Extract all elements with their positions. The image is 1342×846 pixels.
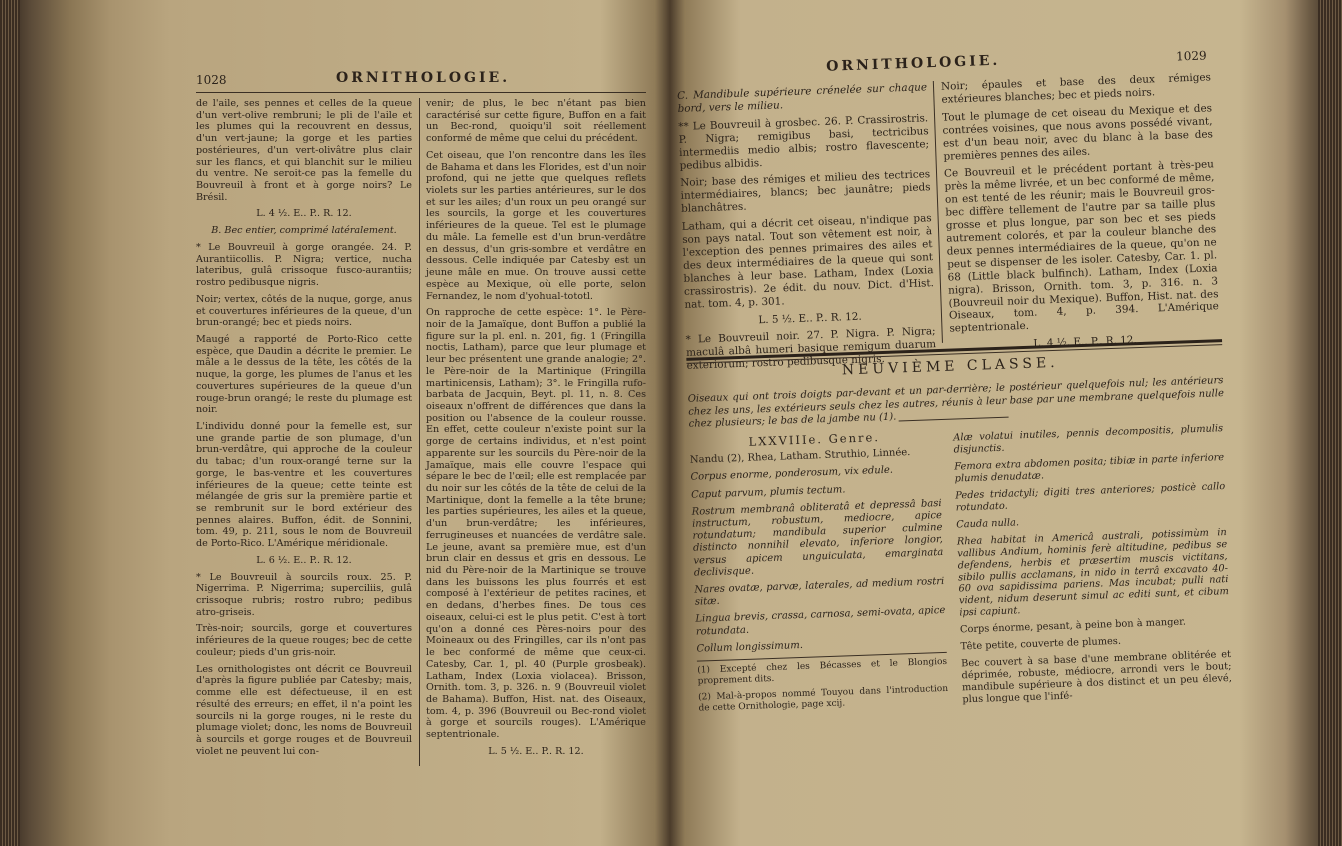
paragraph: Noir; épaules et base des deux rémiges extérieures blanches; bec et pieds noirs.: [940, 71, 1212, 106]
section-heading: C. Mandibule supérieure crénelée sur chaque bord, vers le milieu.: [676, 81, 928, 115]
paragraph: Bec couvert à sa base d'une membrane oblitérée et déprimée, robuste, médiocre, arrondi vers le bout; mandibule supérieure à dos distinct et un peu élevé, plus longue que l'infé-: [960, 649, 1233, 706]
page-number: 1028: [196, 73, 227, 87]
species-heading: * Le Bouvreuil à gorge orangée. 24. P. Aurantiicollis. P. Nigra; vertice, nucha lateribus, gulâ crissoque fusco-aurantiis; rostro pedibusque nigris.: [196, 241, 412, 289]
left-column-2: [426, 98, 646, 763]
paragraph: L'individu donné pour la femelle est, sur une grande partie de son plumage, d'un brun-verdâtre, qui approche de la couleur du tabac; d'un roux-orangé terne sur la gorge, le bas-ventre et les couvertures inférieures de la queue; cette teinte est mélangée de gris sur la première partie et se rembrunit sur le bord extérieur des pennes alaires. Buffon, édit. de Sonnini, tom. 49, p. 211, sous le nom de Bouvreuil de Porto-Rico. L'Amérique méridionale.: [196, 420, 412, 550]
genre-heading: LXXVIIIe. Genre.: [748, 430, 881, 449]
latin-description: Cauda nulla.: [956, 517, 1020, 531]
paragraph: Corps énorme, pesant, à peine bon à manger.: [959, 616, 1187, 636]
latin-description: Rostrum membranâ obliteratâ et depressâ basi instructum, robustum, mediocre, apice rotundatum; mandibula superior culmine distincto nonnihil elevato, inferiore longior, versus apicem unguiculata, emarginata declivisque.: [691, 497, 944, 579]
running-head: ORNITHOLOGIE.: [336, 70, 511, 86]
right-column-4: [953, 423, 1233, 711]
measurement-line: L. 5 ½. E.. P.. R. 12.: [758, 310, 862, 326]
column-divider: [419, 98, 420, 766]
latin-description: Pedes tridactyli; digiti tres anteriores; posticè callo rotundato.: [955, 480, 1226, 514]
latin-description: Rhea habitat in Americâ australi, potissimùm in vallibus Andium, hominis ferè altitudine, pedibus se defendens, herbis et præsertim muscis victitans, sibilo pullis acclamans, in nido in terrâ excavato 40-60 ova sapidissima pariens. Mas incubat; pulli nati vident, nidum deserunt simul ac editi sunt, et cibum ipsi capiunt.: [956, 526, 1230, 619]
latin-description: Corpus enorme, ponderosum, vix edule.: [690, 465, 894, 484]
latin-description: Caput parvum, plumis tectum.: [690, 483, 846, 501]
right-column-3: [689, 429, 949, 720]
class-heading: NEUVIÈME CLASSE.: [841, 354, 1059, 379]
paragraph: Ce Bouvreuil et le précédent portant à très-peu près la même livrée, et un bec conformé de même, on est tenté de les réunir; mais le Bouvreuil gros-bec diffère tellement de l'autre par sa taille plus grosse et plus longue, par son bec et ses pieds autrement colorés, et par la couleur blanche des deux pennes intermédiaires de la queue, qu'on ne peut se dispenser de les isoler. Catesby, Car. 1. pl. 68 (Little black bulfinch). Latham, Index (Loxia nigra). Brisson, Ornith. tom. 3, p. 316. n. 3 (Bouvreuil noir du Mexique). Buffon, Hist. nat. des Oiseaux, tom. 4, p. 394. L'Amérique septentrionale.: [943, 158, 1220, 335]
right-column-2: [941, 71, 1221, 358]
right-page-edges: [1318, 0, 1342, 846]
footnote: (2) Mal-à-propos nommé Touyou dans l'introduction de cette Ornithologie, page xcij.: [698, 683, 949, 714]
paragraph: Noir; base des rémiges et milieu des tectrices intermédiaires, blancs; bec jaunâtre; pieds blanchâtres.: [680, 168, 931, 216]
paragraph: On rapproche de cette espèce: 1°. le Père-noir de la Jamaïque, dont Buffon a publié la figure sur la pl. enl. n. 201, fig. 1 (Fringilla noctis, Latham), parce que leur plumage et leur bec présentent une grande analogie; 2°. le Père-noir de la Martinique (Fringilla martinicensis, Latham); 3°. le Fringilla rufo-barbata de Jacquin, Beyt. pl. 11, n. 8. Ces oiseaux n'offrent de différences que dans la position ou l'absence de la couleur rousse. En effet, cette couleur n'existe point sur la gorge de certains individus, et n'est point apparente sur les sourcils du Père-noir de la Jamaïque, mais elle couvre l'espace qui sépare le bec de l'œil; elle est remplacée par du noir sur les côtés de la tête de celui de la Martinique, dont la femelle a la tête brune; les parties supérieures, les ailes et la queue, d'un brun-verdâtre; les inférieures, ferrugineuses et nuancées de verdâtre sale. Le jeune, avant sa première mue, est d'un brun clair en dessus et gris en dessous. Le nid du Père-noir de la Martinique se trouve dans les buissons les plus fourrés et est composé à l'extérieur de petites racines, et en dedans, d'herbes fines. De tous ces oiseaux, celui-ci est le plus petit. C'est à tort qu'on a donné ces Pères-noirs pour des Moineaux ou des Fringilles, car ils n'ont pas le bec conformé de même que ceux-ci. Catesby, Car. 1, pl. 40 (Purple grosbeak). Latham, Index (Loxia violacea). Brisson, Ornith. tom. 3, p. 326. n. 9 (Bouvreuil violet de Bahama). Buffon, Hist. nat. des Oiseaux, tom. 4, p. 396 (Bouvreuil ou Bec-rond violet à gorge et sourcils rouges). L'Amérique septentrionale.: [426, 307, 646, 741]
header-rule: [196, 92, 646, 93]
paragraph: Maugé a rapporté de Porto-Rico cette espèce, que Daudin a décrite le premier. Le mâle a le dessus de la tête, les côtés de la nuque, la gorge, les plumes de l'anus et les couvertures supérieures de la queue d'un rouge-brun orangé; le reste du plumage est noir.: [196, 333, 412, 416]
footnote: (1) Excepté chez les Bécasses et le Blongios proprement dits.: [697, 656, 948, 687]
species-heading: * Le Bouvreuil noir. 27. P. Nigra. P. Nigra; maculâ albâ humeri basique remigum duarum exteriorum; rostro pedibusque nigris.: [685, 325, 937, 373]
paragraph: venir; de plus, le bec n'étant pas bien caractérisé sur cette figure, Buffon en a fait un Bec-rond, quoiqu'il soit réellement conformé de même que celui du précédent.: [426, 98, 646, 145]
right-page: [676, 43, 1235, 721]
page-number: 1029: [1175, 48, 1207, 64]
class-description: Oiseaux qui ont trois doigts par-devant et un par-derrière; le postérieur quelquefois nul; les antérieurs chez les uns, les extérieurs seuls chez les autres, réunis à leur base par une membrane quelquefois nulle chez plusieurs; le bas de la jambe nu (1).: [687, 375, 1225, 430]
right-column-1: [677, 81, 937, 378]
paragraph: Très-noir; sourcils, gorge et couvertures inférieures de la queue rouges; bec de cette couleur; pieds d'un gris-noir.: [196, 623, 412, 658]
measurement-line: L. 6 ½. E.. P.. R. 12.: [256, 554, 352, 566]
paragraph: Tout le plumage de cet oiseau du Mexique et des contrées voisines, que nous avons possédé vivant, est d'un beau noir, avec du blanc à la base des premières pennes des ailes.: [941, 102, 1214, 163]
paragraph: Les ornithologistes ont décrit ce Bouvreuil d'après la figure publiée par Catesby; mais, comme elle est défectueuse, il en est résulté des erreurs; en effet, il n'a point les sourcils ni la gorge rouges, ni le reste du plumage violet; donc, les noms de Bouvreuil à sourcils et gorge rouges et de Bouvreuil violet ne peuvent lui con-: [196, 663, 412, 757]
latin-description: Femora extra abdomen posita; tibiæ in parte inferiore plumis denudatæ.: [954, 452, 1225, 485]
genus-name: Nandu (2), Rhea, Latham. Struthio, Linnée.: [689, 447, 911, 466]
paragraph: Tête petite, couverte de plumes.: [960, 636, 1122, 653]
species-heading: ** Le Bouvreuil à grosbec. 26. P. Crassirostris. P. Nigra; remigibus basi, tectricibus intermediis medio albis; rostro flavescente; pedibus albidis.: [678, 112, 930, 172]
measurement-line: L. 4 ½. E.. P.. R. 12.: [256, 208, 352, 220]
left-page-edges: [0, 0, 20, 846]
paragraph: Latham, qui a décrit cet oiseau, n'indique pas son pays natal. Tout son vêtement est noir, à l'exception des pennes primaires des ailes et des deux intermédiaires de la queue qui sont blanches à leur base. Latham, Index (Loxia crassirostris). 2e édit. du nouv. Dict. d'Hist. nat. tom. 4, p. 301.: [681, 212, 935, 311]
latin-description: Lingua brevis, crassa, carnosa, semi-ovata, apice rotundata.: [695, 605, 946, 638]
section-heading: B. Bec entier, comprimé latéralement.: [211, 225, 397, 237]
latin-description: Collum longissimum.: [696, 639, 804, 655]
paragraph: de l'aile, ses pennes et celles de la queue d'un vert-olive rembruni; le pli de l'aile et les plumes qui la recouvrent en dessus, d'un vert-jaune; la gorge et les parties postérieures, d'un vert-olivâtre plus clair sur les flancs, et qui blanchit sur le milieu du ventre. Ne seroit-ce pas la femelle du Bouvreuil à front et à gorge noirs? Le Brésil.: [196, 98, 412, 203]
paragraph: Cet oiseau, que l'on rencontre dans les îles de Bahama et dans les Florides, est d'un noir profond, qui ne jette que quelques reflets violets sur les parties antérieures, sur le dos et sur les ailes; d'un roux un peu orangé sur les sourcils, la gorge et les couvertures inférieures de la queue. Tel est le plumage du mâle. La femelle est d'un brun-verdâtre en dessus, d'un gris-sombre et verdâtre en dessous. Celle indiquée par Catesby est un jeune mâle en mue. On trouve aussi cette espèce au Mexique, où elle porte, selon Fernandez, le nom d'yohual-tototl.: [426, 149, 647, 302]
measurement-line: L. 4 ½. E.. P.. R. 12.: [1033, 334, 1137, 350]
left-column-1: [196, 98, 412, 762]
left-page: [196, 68, 646, 768]
measurement-line: L. 5 ½. E.. P.. R. 12.: [488, 745, 584, 757]
paragraph: Noir; vertex, côtés de la nuque, gorge, anus et couvertures inférieures de la queue, d'un brun-orangé; bec et pieds noirs.: [196, 293, 412, 329]
running-head: ORNITHOLOGIE.: [825, 52, 1001, 75]
latin-description: Nares ovatæ, parvæ, laterales, ad medium rostri sitæ.: [694, 575, 945, 608]
latin-description: Alæ volatui inutiles, pennis decompositis, plumulis disjunctis.: [953, 423, 1224, 456]
species-heading: * Le Bouvreuil à sourcils roux. 25. P. Nigerrima. P. Nigerrima; superciliis, gulâ crissoque rubris; rostro rubro; pedibus atro-griseis.: [196, 571, 412, 618]
